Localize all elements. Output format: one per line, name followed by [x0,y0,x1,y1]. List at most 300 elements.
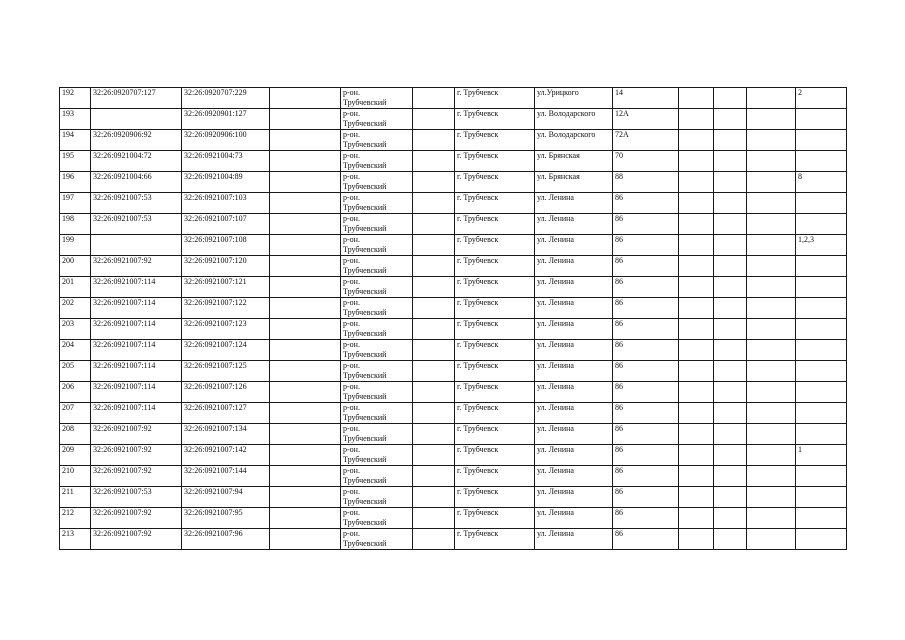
note-cell: 8 [796,172,847,193]
city-cell: г. Трубчевск [455,298,535,319]
cadastral-number-cell: 32:26:0921007:120 [182,256,270,277]
empty-cell [413,172,455,193]
district-line-1: р-он. [343,109,360,118]
row-number-cell: 195 [60,151,91,172]
row-number-cell: 206 [60,382,91,403]
district-cell [341,193,413,214]
district-line-2: Трубчевский [343,308,387,317]
empty-cell [413,235,455,256]
empty-cell [413,151,455,172]
district-line-2: Трубчевский [343,497,387,506]
house-number-cell: 86 [613,214,679,235]
table-row [60,193,847,214]
empty-cell [413,529,455,550]
note-cell [796,214,847,235]
cadastral-number-cell: 32:26:0920901:127 [182,109,270,130]
cadastral-number-cell: 32:26:0921007:123 [182,319,270,340]
district-line-1: р-он. [343,445,360,454]
parent-cadastral-number-cell: 32:26:0921007:92 [91,508,182,529]
empty-cell [413,445,455,466]
district-line-2: Трубчевский [343,119,387,128]
empty-cell [413,340,455,361]
table-row [60,382,847,403]
district-cell [341,151,413,172]
empty-cell [747,109,796,130]
city-cell: г. Трубчевск [455,487,535,508]
district-line-2: Трубчевский [343,182,387,191]
empty-cell [747,403,796,424]
empty-cell [747,235,796,256]
empty-cell [679,361,714,382]
note-cell [796,487,847,508]
street-cell: ул. Ленина [535,340,613,361]
empty-cell [747,445,796,466]
row-number-cell: 202 [60,298,91,319]
empty-cell [270,466,341,487]
note-cell: 1,2,3 [796,235,847,256]
parent-cadastral-number-cell: 32:26:0921007:92 [91,466,182,487]
empty-cell [413,508,455,529]
parent-cadastral-number-cell: 32:26:0921007:114 [91,403,182,424]
empty-cell [679,445,714,466]
empty-cell [413,214,455,235]
table-row [60,88,847,109]
note-cell: 2 [796,88,847,109]
empty-cell [747,529,796,550]
parent-cadastral-number-cell: 32:26:0921007:53 [91,193,182,214]
empty-cell [714,130,747,151]
empty-cell [270,172,341,193]
cadastral-number-cell: 32:26:0921007:144 [182,466,270,487]
note-cell [796,130,847,151]
cadastral-number-cell: 32:26:0921007:142 [182,445,270,466]
district-line-2: Трубчевский [343,245,387,254]
empty-cell [714,235,747,256]
house-number-cell: 14 [613,88,679,109]
empty-cell [270,403,341,424]
empty-cell [413,109,455,130]
note-cell [796,424,847,445]
city-cell: г. Трубчевск [455,214,535,235]
district-cell [341,487,413,508]
house-number-cell: 12А [613,109,679,130]
empty-cell [747,382,796,403]
parent-cadastral-number-cell: 32:26:0921007:92 [91,256,182,277]
city-cell: г. Трубчевск [455,235,535,256]
cadastral-number-cell: 32:26:0921007:95 [182,508,270,529]
city-cell: г. Трубчевск [455,382,535,403]
empty-cell [413,298,455,319]
note-cell [796,256,847,277]
empty-cell [714,277,747,298]
empty-cell [747,340,796,361]
cadastral-number-cell: 32:26:0921007:134 [182,424,270,445]
empty-cell [747,319,796,340]
table-row [60,466,847,487]
note-cell [796,277,847,298]
empty-cell [270,340,341,361]
empty-cell [270,529,341,550]
empty-cell [714,298,747,319]
district-cell [341,340,413,361]
empty-cell [714,508,747,529]
empty-cell [413,193,455,214]
street-cell: ул. Ленина [535,424,613,445]
empty-cell [679,319,714,340]
note-cell [796,319,847,340]
table-row [60,151,847,172]
district-cell [341,466,413,487]
row-number-cell: 199 [60,235,91,256]
district-line-2: Трубчевский [343,203,387,212]
street-cell: ул. Володарского [535,130,613,151]
row-number-cell: 211 [60,487,91,508]
district-line-2: Трубчевский [343,266,387,275]
parent-cadastral-number-cell: 32:26:0921007:114 [91,382,182,403]
empty-cell [679,424,714,445]
cadastral-number-cell: 32:26:0921007:121 [182,277,270,298]
parent-cadastral-number-cell: 32:26:0921007:114 [91,361,182,382]
cadastral-number-cell: 32:26:0920906:100 [182,130,270,151]
district-line-1: р-он. [343,508,360,517]
note-cell [796,109,847,130]
empty-cell [413,256,455,277]
parent-cadastral-number-cell: 32:26:0920906:92 [91,130,182,151]
district-line-2: Трубчевский [343,371,387,380]
empty-cell [679,256,714,277]
table-row [60,403,847,424]
cadastral-number-cell: 32:26:0921007:107 [182,214,270,235]
city-cell: г. Трубчевск [455,340,535,361]
empty-cell [714,319,747,340]
district-line-1: р-он. [343,487,360,496]
empty-cell [714,466,747,487]
district-cell [341,172,413,193]
row-number-cell: 209 [60,445,91,466]
empty-cell [270,424,341,445]
district-line-1: р-он. [343,193,360,202]
street-cell: ул. Ленина [535,193,613,214]
empty-cell [679,508,714,529]
empty-cell [714,424,747,445]
district-line-1: р-он. [343,130,360,139]
street-cell: ул. Брянская [535,151,613,172]
district-line-2: Трубчевский [343,140,387,149]
empty-cell [413,424,455,445]
empty-cell [714,445,747,466]
house-number-cell: 86 [613,340,679,361]
empty-cell [413,466,455,487]
house-number-cell: 86 [613,235,679,256]
table-row [60,529,847,550]
empty-cell [679,193,714,214]
empty-cell [747,193,796,214]
note-cell [796,361,847,382]
empty-cell [270,277,341,298]
district-cell [341,403,413,424]
empty-cell [747,256,796,277]
empty-cell [679,214,714,235]
cadastral-number-cell: 32:26:0921007:125 [182,361,270,382]
table-row [60,298,847,319]
house-number-cell: 72А [613,130,679,151]
street-cell: ул.Урицкого [535,88,613,109]
city-cell: г. Трубчевск [455,277,535,298]
empty-cell [679,88,714,109]
empty-cell [714,361,747,382]
street-cell: ул. Володарского [535,109,613,130]
cadastral-number-cell: 32:26:0920707:229 [182,88,270,109]
empty-cell [270,382,341,403]
district-line-2: Трубчевский [343,224,387,233]
table-row [60,277,847,298]
empty-cell [270,445,341,466]
empty-cell [413,319,455,340]
empty-cell [714,529,747,550]
house-number-cell: 86 [613,445,679,466]
empty-cell [714,172,747,193]
city-cell: г. Трубчевск [455,109,535,130]
note-cell [796,340,847,361]
district-cell [341,214,413,235]
parent-cadastral-number-cell: 32:26:0920707:127 [91,88,182,109]
district-line-1: р-он. [343,319,360,328]
empty-cell [679,172,714,193]
empty-cell [270,361,341,382]
district-line-2: Трубчевский [343,539,387,548]
empty-cell [747,214,796,235]
parent-cadastral-number-cell [91,235,182,256]
table-row [60,508,847,529]
table-row [60,361,847,382]
street-cell: ул. Брянская [535,172,613,193]
city-cell: г. Трубчевск [455,445,535,466]
district-line-1: р-он. [343,361,360,370]
house-number-cell: 86 [613,319,679,340]
register-table [59,87,847,550]
district-line-2: Трубчевский [343,434,387,443]
city-cell: г. Трубчевск [455,466,535,487]
city-cell: г. Трубчевск [455,319,535,340]
empty-cell [270,214,341,235]
district-line-2: Трубчевский [343,329,387,338]
empty-cell [679,340,714,361]
empty-cell [413,88,455,109]
cadastral-number-cell: 32:26:0921004:89 [182,172,270,193]
empty-cell [679,487,714,508]
empty-cell [714,382,747,403]
empty-cell [270,109,341,130]
parent-cadastral-number-cell: 32:26:0921007:92 [91,529,182,550]
cadastral-number-cell: 32:26:0921007:127 [182,403,270,424]
district-line-2: Трубчевский [343,476,387,485]
parent-cadastral-number-cell: 32:26:0921007:114 [91,298,182,319]
district-line-2: Трубчевский [343,161,387,170]
street-cell: ул. Ленина [535,445,613,466]
parent-cadastral-number-cell: 32:26:0921007:53 [91,214,182,235]
district-line-1: р-он. [343,256,360,265]
row-number-cell: 207 [60,403,91,424]
city-cell: г. Трубчевск [455,193,535,214]
district-line-1: р-он. [343,88,360,97]
empty-cell [714,193,747,214]
district-cell [341,277,413,298]
empty-cell [747,88,796,109]
cadastral-number-cell: 32:26:0921007:108 [182,235,270,256]
parent-cadastral-number-cell: 32:26:0921007:114 [91,319,182,340]
empty-cell [714,403,747,424]
empty-cell [270,319,341,340]
district-line-1: р-он. [343,172,360,181]
empty-cell [413,403,455,424]
district-line-2: Трубчевский [343,350,387,359]
district-line-1: р-он. [343,529,360,538]
empty-cell [413,487,455,508]
empty-cell [679,382,714,403]
row-number-cell: 194 [60,130,91,151]
parent-cadastral-number-cell: 32:26:0921007:92 [91,424,182,445]
empty-cell [270,508,341,529]
row-number-cell: 204 [60,340,91,361]
empty-cell [270,130,341,151]
district-line-2: Трубчевский [343,98,387,107]
empty-cell [270,151,341,172]
parent-cadastral-number-cell: 32:26:0921004:72 [91,151,182,172]
empty-cell [747,361,796,382]
street-cell: ул. Ленина [535,361,613,382]
street-cell: ул. Ленина [535,319,613,340]
district-cell [341,319,413,340]
city-cell: г. Трубчевск [455,151,535,172]
district-cell [341,256,413,277]
empty-cell [747,487,796,508]
note-cell [796,298,847,319]
empty-cell [413,382,455,403]
row-number-cell: 192 [60,88,91,109]
district-line-2: Трубчевский [343,287,387,296]
street-cell: ул. Ленина [535,508,613,529]
empty-cell [270,487,341,508]
row-number-cell: 196 [60,172,91,193]
city-cell: г. Трубчевск [455,361,535,382]
empty-cell [413,130,455,151]
empty-cell [747,172,796,193]
cadastral-number-cell: 32:26:0921007:126 [182,382,270,403]
district-line-1: р-он. [343,424,360,433]
empty-cell [714,340,747,361]
district-cell [341,88,413,109]
row-number-cell: 212 [60,508,91,529]
table-row [60,109,847,130]
parent-cadastral-number-cell: 32:26:0921007:92 [91,445,182,466]
table-row [60,172,847,193]
empty-cell [714,214,747,235]
city-cell: г. Трубчевск [455,508,535,529]
empty-cell [679,529,714,550]
table-row [60,340,847,361]
empty-cell [270,235,341,256]
district-line-1: р-он. [343,298,360,307]
empty-cell [270,88,341,109]
street-cell: ул. Ленина [535,466,613,487]
district-line-1: р-он. [343,214,360,223]
register-table-body [60,88,847,550]
empty-cell [679,466,714,487]
note-cell [796,403,847,424]
city-cell: г. Трубчевск [455,130,535,151]
note-cell [796,151,847,172]
row-number-cell: 208 [60,424,91,445]
row-number-cell: 203 [60,319,91,340]
table-row [60,235,847,256]
empty-cell [679,151,714,172]
house-number-cell: 86 [613,298,679,319]
table-row [60,424,847,445]
house-number-cell: 86 [613,256,679,277]
table-row [60,445,847,466]
table-row [60,319,847,340]
empty-cell [747,298,796,319]
cadastral-number-cell: 32:26:0921007:124 [182,340,270,361]
row-number-cell: 213 [60,529,91,550]
district-cell [341,130,413,151]
empty-cell [747,151,796,172]
district-line-2: Трубчевский [343,413,387,422]
house-number-cell: 86 [613,382,679,403]
district-line-2: Трубчевский [343,455,387,464]
district-line-1: р-он. [343,382,360,391]
empty-cell [747,277,796,298]
house-number-cell: 86 [613,424,679,445]
house-number-cell: 86 [613,277,679,298]
row-number-cell: 205 [60,361,91,382]
parent-cadastral-number-cell [91,109,182,130]
note-cell [796,529,847,550]
district-cell [341,382,413,403]
empty-cell [679,109,714,130]
street-cell: ул. Ленина [535,214,613,235]
table-row [60,256,847,277]
note-cell [796,466,847,487]
empty-cell [714,151,747,172]
house-number-cell: 70 [613,151,679,172]
empty-cell [270,193,341,214]
table-row [60,487,847,508]
cadastral-number-cell: 32:26:0921007:122 [182,298,270,319]
empty-cell [747,130,796,151]
city-cell: г. Трубчевск [455,529,535,550]
city-cell: г. Трубчевск [455,403,535,424]
empty-cell [270,256,341,277]
row-number-cell: 193 [60,109,91,130]
street-cell: ул. Ленина [535,403,613,424]
cadastral-number-cell: 32:26:0921004:73 [182,151,270,172]
house-number-cell: 86 [613,529,679,550]
empty-cell [714,487,747,508]
house-number-cell: 86 [613,487,679,508]
house-number-cell: 86 [613,403,679,424]
street-cell: ул. Ленина [535,382,613,403]
parent-cadastral-number-cell: 32:26:0921007:114 [91,340,182,361]
district-line-1: р-он. [343,151,360,160]
district-cell [341,445,413,466]
city-cell: г. Трубчевск [455,256,535,277]
parent-cadastral-number-cell: 32:26:0921007:53 [91,487,182,508]
note-cell: 1 [796,445,847,466]
empty-cell [747,424,796,445]
district-cell [341,424,413,445]
street-cell: ул. Ленина [535,487,613,508]
